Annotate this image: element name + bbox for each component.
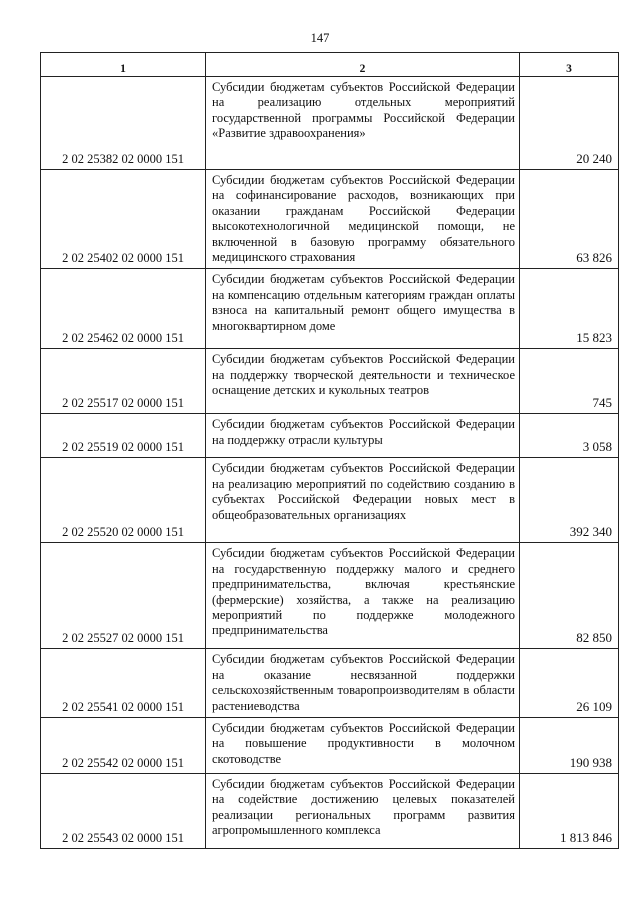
table-row [41,718,619,774]
page-number: 147 [310,31,330,45]
budget-code: 2 02 25517 02 0000 151 [41,349,206,414]
table-row [41,349,619,414]
row-description: Субсидии бюджетам субъектов Российской Федерации на компенсацию отдельным категориям граждан оплаты взноса на капитальный ремонт общего имущества в многоквартирном доме [206,269,520,349]
budget-code: 2 02 25382 02 0000 151 [41,77,206,170]
table-row [41,649,619,718]
row-description: Субсидии бюджетам субъектов Российской Федерации на оказание несвязанной поддержки сельскохозяйственным товаропроизводителям в области растениеводства [206,649,520,718]
row-amount: 392 340 [520,458,619,543]
row-amount: 15 823 [520,269,619,349]
row-amount: 63 826 [520,170,619,269]
row-description: Субсидии бюджетам субъектов Российской Федерации на повышение продуктивности в молочном скотоводстве [206,718,520,774]
row-description: Субсидии бюджетам субъектов Российской Федерации на государственную поддержку малого и среднего предпринимательства, включая крестьянские (фермерские) хозяйства, а также на реализацию мероприятий по поддержке молодежного предпринимательства [206,543,520,649]
row-amount: 20 240 [520,77,619,170]
row-description: Субсидии бюджетам субъектов Российской Федерации на содействие достижению целевых показателей реализации региональных программ развития агропромышленного комплекса [206,774,520,849]
table-header-row [41,53,619,77]
row-amount: 745 [520,349,619,414]
budget-code: 2 02 25527 02 0000 151 [41,543,206,649]
table-row [41,414,619,458]
row-description: Субсидии бюджетам субъектов Российской Федерации на софинансирование расходов, возникающих при оказании гражданам Российской Федерации высокотехнологичной медицинской помощи, не включенной в базовую программу обязательного медицинского страхования [206,170,520,269]
budget-code: 2 02 25402 02 0000 151 [41,170,206,269]
row-amount: 82 850 [520,543,619,649]
row-amount: 3 058 [520,414,619,458]
table-row [41,774,619,849]
budget-code: 2 02 25520 02 0000 151 [41,458,206,543]
column-header-1: 1 [41,53,206,77]
row-description: Субсидии бюджетам субъектов Российской Федерации на реализацию мероприятий по содействию созданию в субъектах Российской Федерации новых мест в общеобразовательных организациях [206,458,520,543]
budget-code: 2 02 25462 02 0000 151 [41,269,206,349]
budget-code: 2 02 25519 02 0000 151 [41,414,206,458]
table-row [41,170,619,269]
table-row [41,458,619,543]
table-row [41,77,619,170]
row-amount: 1 813 846 [520,774,619,849]
budget-code: 2 02 25542 02 0000 151 [41,718,206,774]
budget-code: 2 02 25543 02 0000 151 [41,774,206,849]
column-header-2: 2 [206,53,520,77]
column-header-3: 3 [520,53,619,77]
row-description: Субсидии бюджетам субъектов Российской Федерации на реализацию отдельных мероприятий государственной программы Российской Федерации «Развитие здравоохранения» [206,77,520,170]
table-row [41,543,619,649]
row-amount: 190 938 [520,718,619,774]
row-description: Субсидии бюджетам субъектов Российской Федерации на поддержку творческой деятельности и техническое оснащение детских и кукольных театров [206,349,520,414]
table-row [41,269,619,349]
budget-code: 2 02 25541 02 0000 151 [41,649,206,718]
budget-table [40,52,619,849]
row-amount: 26 109 [520,649,619,718]
row-description: Субсидии бюджетам субъектов Российской Федерации на поддержку отрасли культуры [206,414,520,458]
